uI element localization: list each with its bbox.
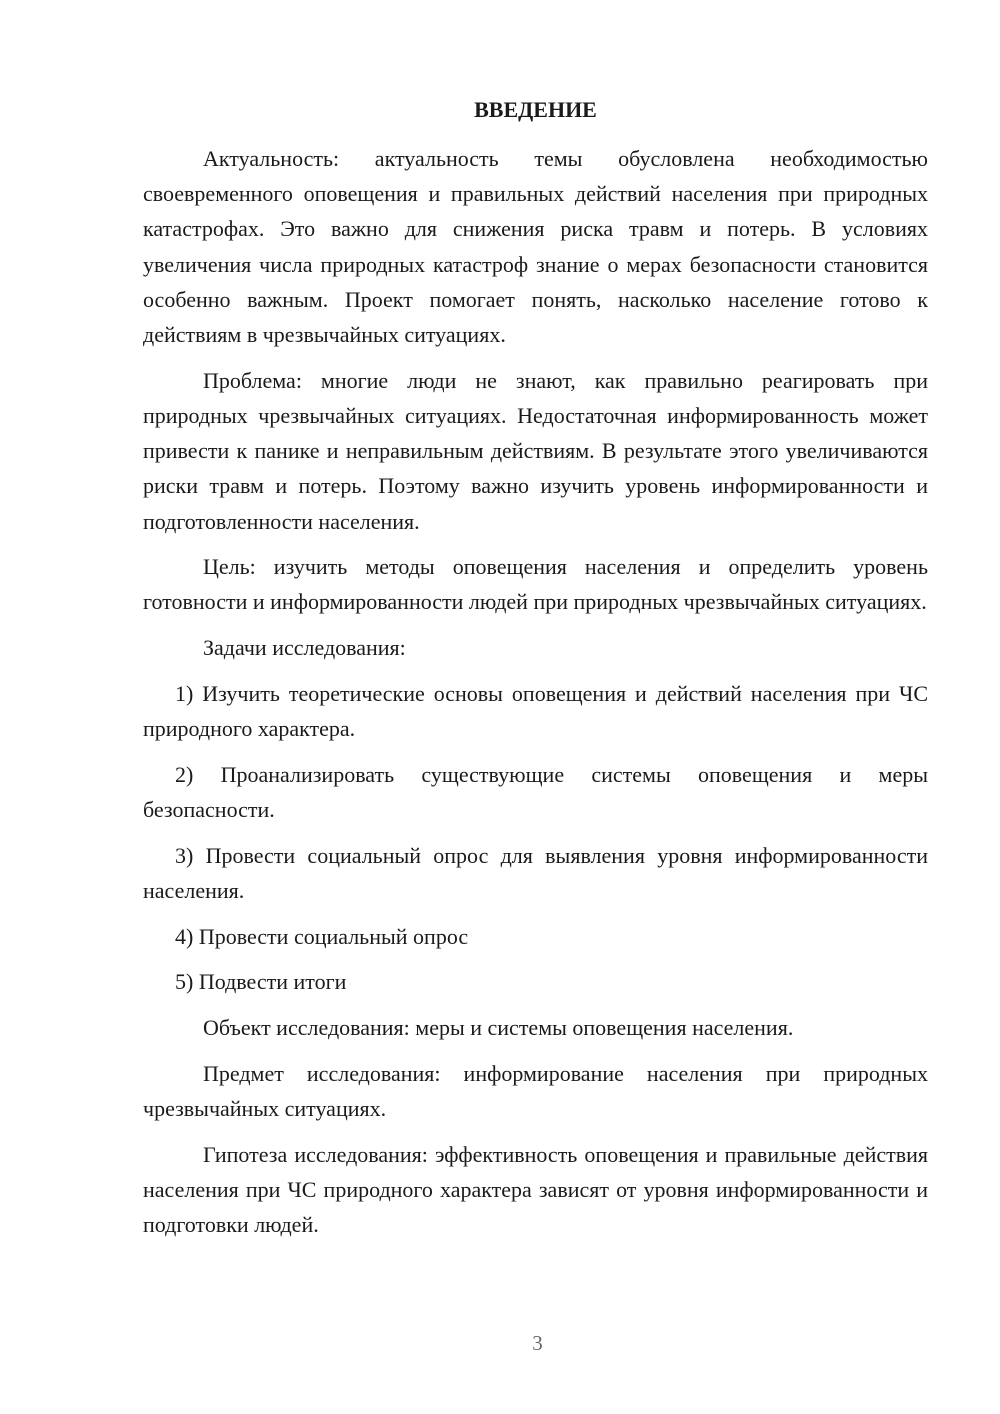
paragraph-goal: Цель: изучить методы оповещения населения и определить уровень готовности и информированности людей при природных чрезвычайных ситуациях.	[143, 554, 928, 615]
paragraph-object: Объект исследования: меры и системы оповещения населения.	[203, 1014, 794, 1040]
paragraph-tasks-heading: Задачи исследования:	[203, 635, 406, 661]
page-number: 3	[532, 1331, 543, 1355]
paragraph-problem: Проблема: многие люди не знают, как правильно реагировать при природных чрезвычайных ситуациях. Недостаточная информированность может привести к панике и неправильным действиям. В результате этого увеличиваются риски травм и потерь. Поэтому важно изучить уровень информированности и подготовленности населения.	[143, 367, 928, 534]
paragraph-relevance: Актуальность: актуальность темы обусловлена необходимостью своевременного оповещения и правильных действий населения при природных катастрофах. Это важно для снижения риска травм и потерь. В условиях увеличения числа природных катастроф знание о мерах безопасности становится особенно важным. Проект помогает понять, насколько население готово к действиям в чрезвычайных ситуациях.	[143, 146, 928, 348]
task-item-3: 3) Провести социальный опрос для выявления уровня информированности населения.	[143, 842, 928, 903]
document-title: ВВЕДЕНИЕ	[474, 97, 597, 122]
task-item-5: 5) Подвести итоги	[175, 969, 347, 995]
paragraph-hypothesis: Гипотеза исследования: эффективность оповещения и правильные действия населения при ЧС природного характера зависят от уровня информированности и подготовки людей.	[143, 1141, 928, 1237]
task-item-1: 1) Изучить теоретические основы оповещения и действий населения при ЧС природного характера.	[143, 680, 928, 742]
task-item-4: 4) Провести социальный опрос	[175, 923, 469, 949]
document-page	[143, 92, 928, 1253]
paragraph-subject: Предмет исследования: информирование населения при природных чрезвычайных ситуациях.	[143, 1060, 928, 1121]
task-item-2: 2) Проанализировать существующие системы оповещения и меры безопасности.	[143, 761, 928, 822]
